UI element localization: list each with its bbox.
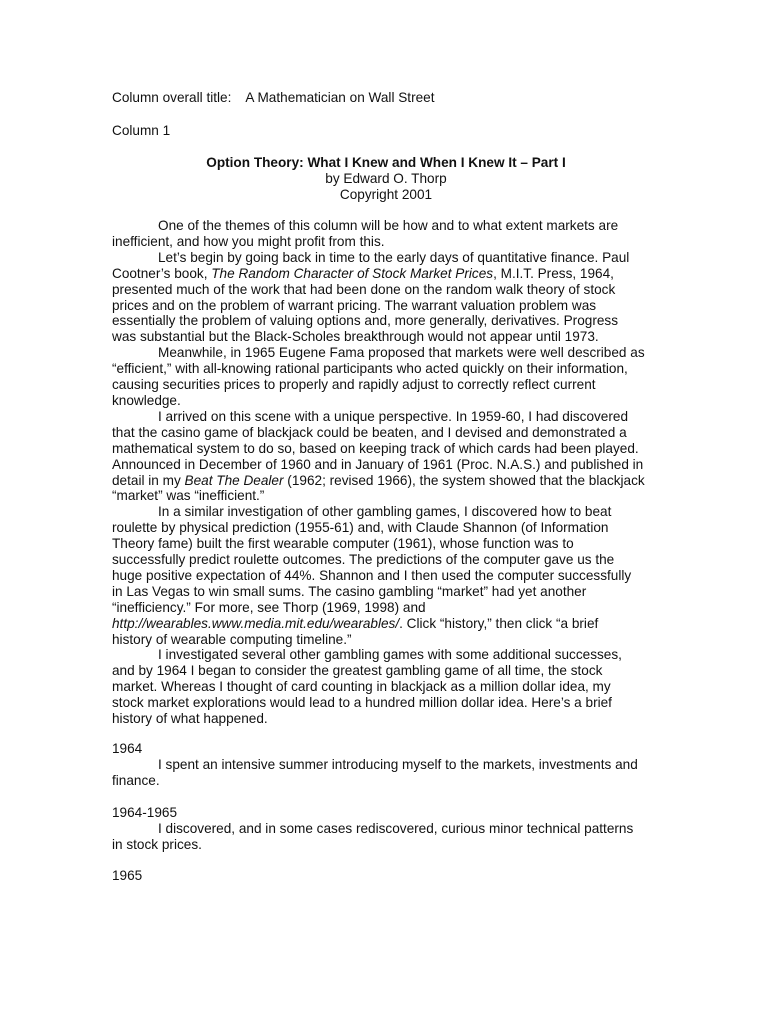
- body-line: “inefficiency.” For more, see Thorp (1969, 1998) and: [112, 599, 426, 615]
- body-line: stock market explorations would lead to a hundred million dollar idea. Here’s a brief: [112, 695, 612, 711]
- body-line: mathematical system to do so, based on keeping track of which cards had been played.: [112, 440, 639, 456]
- wearables-url: http://wearables.www.media.mit.edu/wearables/: [112, 615, 400, 631]
- body-line: that the casino game of blackjack could be beaten, and I devised and demonstrated a: [112, 424, 627, 440]
- body-line: and by 1964 I began to consider the greatest gambling game of all time, the stock: [112, 663, 603, 679]
- timeline-year: 1964: [112, 741, 143, 756]
- article-heading: [108, 155, 664, 203]
- timeline-year: 1964-1965: [112, 805, 178, 820]
- body-line: I spent an intensive summer introducing myself to the markets, investments and: [158, 756, 638, 772]
- body-line: roulette by physical prediction (1955-61) and, with Claude Shannon (of Information: [112, 520, 609, 536]
- body-line: One of the themes of this column will be how and to what extent markets are: [158, 218, 619, 233]
- timeline-1965: [112, 868, 652, 884]
- body-line: “market” was “inefficient.”: [112, 488, 265, 504]
- body-line: successfully predict roulette outcomes. The predictions of the computer gave us the: [112, 552, 615, 568]
- column-title-line: [112, 90, 652, 106]
- body-line: huge positive expectation of 44%. Shannon and I then used the computer successfully: [112, 567, 632, 583]
- body-line: in Las Vegas to win small sums. The casino gambling “market” had yet another: [112, 583, 587, 599]
- body-line: detail in my Beat The Dealer (1962; revised 1966), the system showed that the blackjack: [112, 472, 645, 488]
- body-line: essentially the problem of valuing options and, more generally, derivatives. Progress: [112, 313, 619, 329]
- body-line: was substantial but the Black-Scholes breakthrough would not appear until 1973.: [112, 329, 599, 345]
- article-byline: by Edward O. Thorp: [325, 170, 447, 186]
- body-line: inefficient, and how you might profit from this.: [112, 233, 385, 249]
- body-line: prices and on the problem of warrant pricing. The warrant valuation problem was: [112, 297, 597, 313]
- body-line: finance.: [112, 772, 160, 788]
- body-line: history of wearable computing timeline.”: [112, 631, 352, 647]
- body-line: presented much of the work that had been done on the random walk theory of stock: [112, 281, 616, 297]
- body-line: I arrived on this scene with a unique perspective. In 1959-60, I had discovered: [158, 408, 629, 424]
- body-line: Theory fame) built the first wearable computer (1961), whose function was to: [112, 536, 574, 552]
- body-line: Let’s begin by going back in time to the early days of quantitative finance. Paul: [158, 249, 630, 265]
- body-line: “efficient,” with all-knowing rational participants who acted quickly on their information,: [112, 361, 628, 377]
- body-line: I discovered, and in some cases rediscovered, curious minor technical patterns: [158, 820, 634, 836]
- body-line: In a similar investigation of other gambling games, I discovered how to beat: [158, 504, 612, 520]
- article-copyright: Copyright 2001: [339, 186, 433, 202]
- article-title: Option Theory: What I Knew and When I Knew It – Part I: [206, 155, 566, 170]
- column-title-value: A Mathematician on Wall Street: [245, 90, 435, 105]
- body-line: http://wearables.www.media.mit.edu/wearables/. Click “history,” then click “a brief: [112, 615, 599, 631]
- body-line: Cootner’s book, The Random Character of Stock Market Prices, M.I.T. Press, 1964,: [112, 265, 614, 281]
- book-title: The Random Character of Stock Market Prices: [211, 265, 494, 281]
- body-line: causing securities prices to properly and rapidly adjust to correctly reflect current: [112, 377, 596, 393]
- body-line: Announced in December of 1960 and in January of 1961 (Proc. N.A.S.) and published in: [112, 456, 644, 472]
- timeline-1964: [112, 741, 652, 789]
- book-title: Beat The Dealer: [184, 472, 284, 488]
- body-line: history of what happened.: [112, 711, 268, 727]
- timeline-year: 1965: [112, 868, 143, 883]
- body-line: I investigated several other gambling games with some additional successes,: [158, 647, 622, 663]
- body-line: in stock prices.: [112, 836, 202, 852]
- timeline-1964-1965: [112, 805, 652, 853]
- column-title-label: Column overall title:: [112, 90, 232, 105]
- article-body: [112, 218, 652, 727]
- body-line: Meanwhile, in 1965 Eugene Fama proposed that markets were well described as: [158, 345, 645, 361]
- body-line: market. Whereas I thought of card counting in blackjack as a million dollar idea, my: [112, 679, 611, 695]
- column-number: Column 1: [112, 123, 171, 138]
- body-line: knowledge.: [112, 392, 181, 408]
